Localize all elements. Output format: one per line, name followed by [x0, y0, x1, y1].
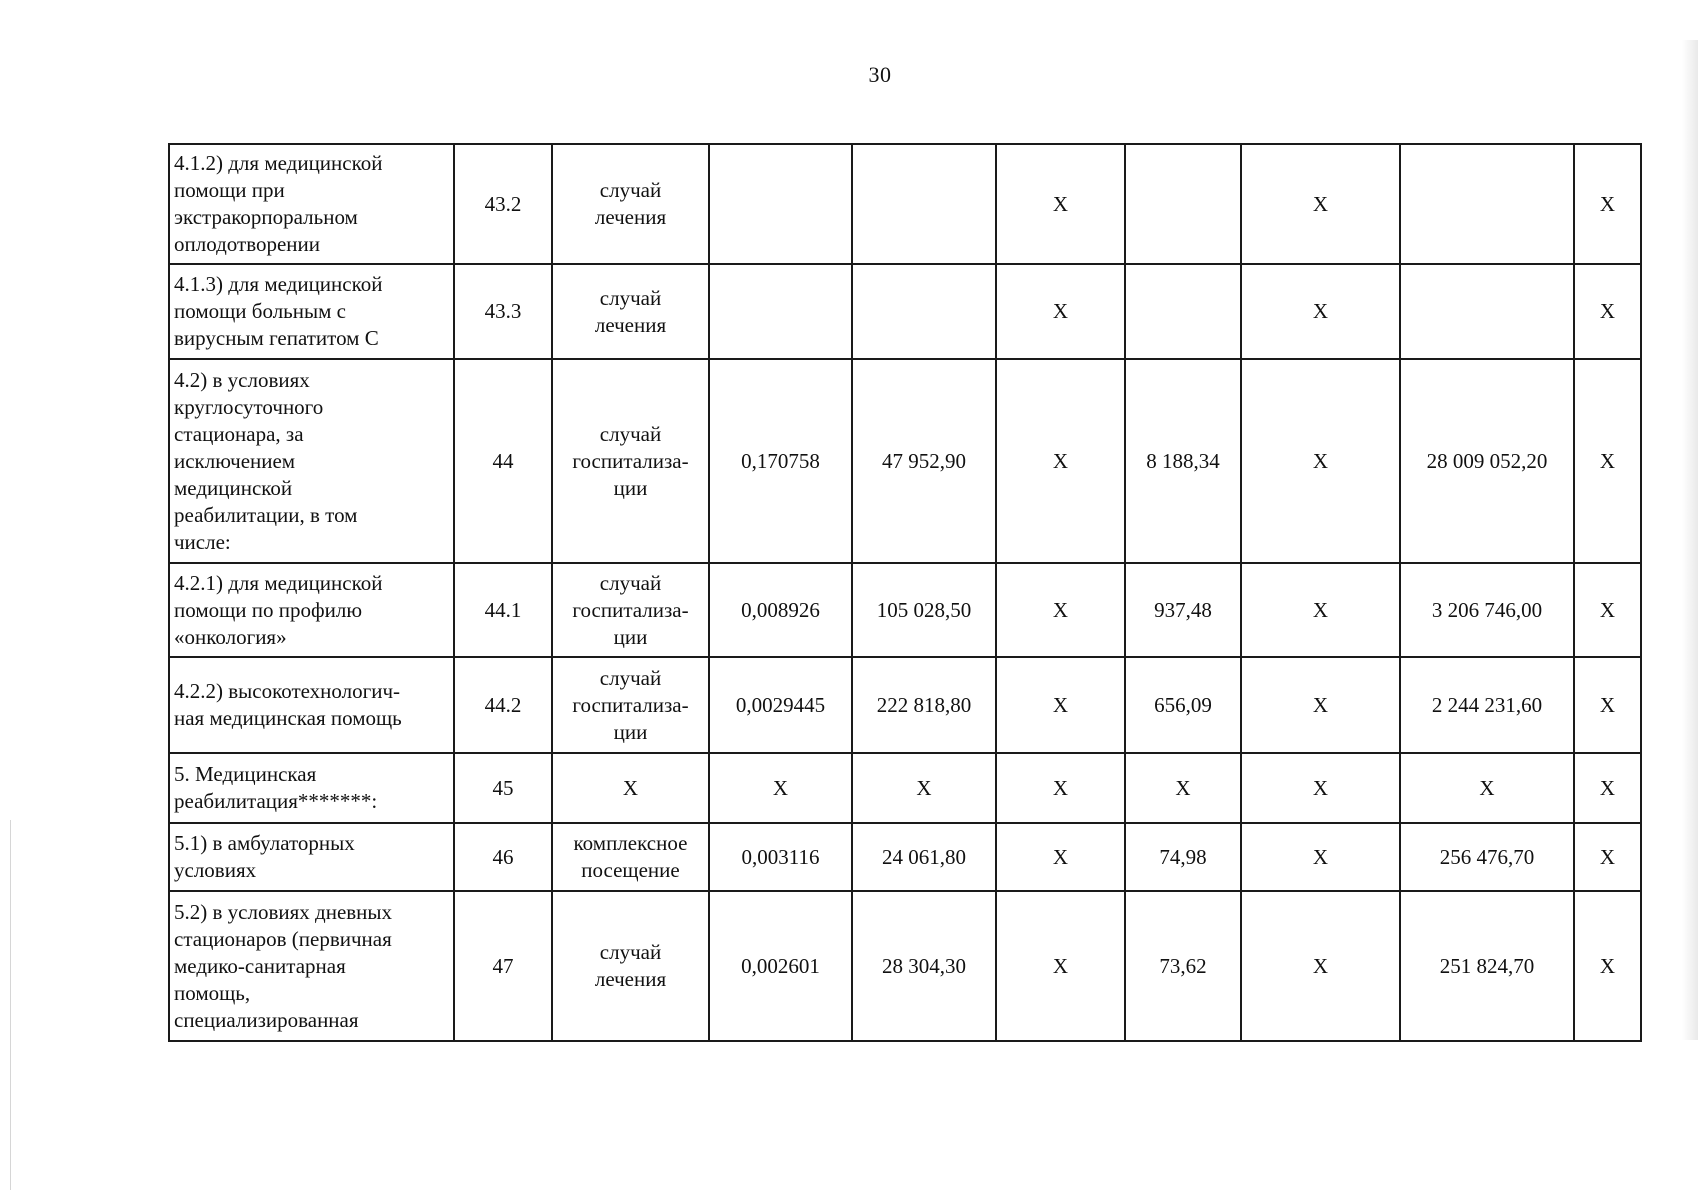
- unit-cell: [552, 359, 709, 563]
- cost-budget-value: X: [1312, 953, 1329, 978]
- row-name-line: 5.2) в условиях дневных: [174, 899, 393, 924]
- norm-cost-value: X: [916, 775, 932, 800]
- percent-value: X: [1599, 844, 1616, 869]
- unit-line: ции: [613, 475, 648, 500]
- per-capita-oms-cell: [1125, 144, 1241, 264]
- page-number: 30: [868, 62, 892, 87]
- unit-cell: [552, 144, 709, 264]
- percent-value: X: [1599, 953, 1616, 978]
- percent-value: X: [1599, 448, 1616, 473]
- norm-cost-value: 28 304,30: [882, 953, 966, 978]
- per-capita-oms-cell: [1125, 264, 1241, 359]
- cost-oms-cell: [1400, 891, 1574, 1041]
- norm-cost-cell: [852, 657, 996, 753]
- unit-line: случай: [599, 285, 662, 310]
- row-name-line: специализированная: [174, 1007, 359, 1032]
- row-name-cell: [169, 753, 454, 823]
- row-name-line: экстракорпоральном: [174, 205, 358, 229]
- row-name-line: 4.2.1) для медицинской: [174, 570, 383, 595]
- row-name-line: 4.2) в условиях: [174, 367, 310, 392]
- percent-value: X: [1599, 299, 1616, 323]
- row-name-line: 5.1) в амбулаторных: [174, 831, 355, 855]
- cost-budget-cell: [1241, 657, 1400, 753]
- norm-volume-cell: [709, 359, 852, 563]
- line-number-cell: [454, 264, 552, 359]
- cost-oms-value: X: [1479, 775, 1495, 800]
- line-number-value: 47: [492, 953, 514, 978]
- percent-cell: [1574, 264, 1641, 359]
- cost-budget-value: X: [1312, 775, 1329, 800]
- norm-volume-value: X: [772, 775, 789, 800]
- norm-volume-cell: [709, 144, 852, 264]
- norm-cost-cell: [852, 563, 996, 657]
- line-number-cell: [454, 753, 552, 823]
- row-name-line: круглосуточного: [174, 394, 324, 419]
- line-number-cell: [454, 144, 552, 264]
- norm-volume-value: 0,0029445: [735, 692, 826, 717]
- unit-line: случай: [599, 421, 662, 446]
- percent-value: X: [1599, 191, 1616, 216]
- line-number-value: 44.1: [484, 597, 522, 622]
- row-name-line: 4.1.3) для медицинской: [174, 272, 383, 296]
- scan-edge-line: [10, 820, 11, 1190]
- row-name-line: медико-санитарная: [174, 953, 346, 978]
- per-capita-budget-cell: [996, 144, 1125, 264]
- table-row: [169, 753, 1641, 823]
- percent-value: X: [1599, 692, 1616, 717]
- unit-line: госпитализа-: [572, 597, 689, 622]
- row-name-line: помощь,: [174, 980, 251, 1005]
- norm-cost-cell: [852, 891, 996, 1041]
- row-name-cell: [169, 144, 454, 264]
- row-name-line: стационара, за: [174, 421, 304, 446]
- per-capita-budget-cell: [996, 657, 1125, 753]
- cost-oms-cell: [1400, 264, 1574, 359]
- line-number-cell: [454, 891, 552, 1041]
- cost-budget-value: X: [1312, 191, 1329, 216]
- norm-cost-cell: [852, 359, 996, 563]
- norm-cost-value: 222 818,80: [876, 692, 972, 717]
- cost-oms-cell: [1400, 753, 1574, 823]
- row-name-line: 5. Медицинская: [174, 762, 317, 786]
- norm-cost-cell: [852, 264, 996, 359]
- table-row: [169, 359, 1641, 563]
- norm-volume-value: 0,008926: [741, 597, 820, 622]
- unit-line: ции: [613, 624, 648, 649]
- per-capita-oms-value: 73,62: [1159, 953, 1207, 978]
- per-capita-budget-cell: [996, 823, 1125, 891]
- per-capita-budget-value: X: [1052, 191, 1069, 216]
- percent-cell: [1574, 359, 1641, 563]
- line-number-value: 44: [492, 448, 514, 473]
- unit-cell: [552, 657, 709, 753]
- row-name-line: 4.1.2) для медицинской: [174, 151, 383, 175]
- percent-cell: [1574, 144, 1641, 264]
- per-capita-budget-value: X: [1052, 299, 1069, 323]
- per-capita-oms-cell: [1125, 891, 1241, 1041]
- percent-cell: [1574, 753, 1641, 823]
- cost-oms-value: 28 009 052,20: [1426, 448, 1548, 473]
- table-row: [169, 891, 1641, 1041]
- norm-volume-cell: [709, 563, 852, 657]
- norm-volume-value: 0,002601: [741, 953, 820, 978]
- unit-line: случай: [599, 178, 662, 202]
- cost-budget-value: X: [1312, 597, 1329, 622]
- row-name-cell: [169, 264, 454, 359]
- per-capita-budget-cell: [996, 891, 1125, 1041]
- norm-volume-value: 0,003116: [741, 844, 820, 869]
- norm-volume-value: 0,170758: [741, 448, 820, 473]
- row-name-line: вирусным гепатитом С: [174, 326, 379, 350]
- per-capita-oms-value: 74,98: [1159, 844, 1207, 869]
- unit-line: случай: [599, 570, 662, 595]
- table-row: [169, 823, 1641, 891]
- table-row: [169, 144, 1641, 264]
- norm-cost-cell: [852, 753, 996, 823]
- cost-budget-cell: [1241, 823, 1400, 891]
- cost-budget-cell: [1241, 359, 1400, 563]
- norm-volume-cell: [709, 823, 852, 891]
- unit-cell: [552, 823, 709, 891]
- table-body: [169, 144, 1641, 1041]
- norm-cost-value: 47 952,90: [882, 448, 966, 473]
- row-name-line: ная медицинская помощь: [174, 706, 402, 730]
- row-name-line: условиях: [174, 858, 257, 882]
- unit-line: ции: [613, 719, 648, 744]
- row-name-line: помощи по профилю: [174, 597, 363, 622]
- per-capita-budget-cell: [996, 359, 1125, 563]
- cost-oms-value: 3 206 746,00: [1431, 597, 1543, 622]
- line-number-value: 44.2: [484, 692, 522, 717]
- row-name-line: помощи при: [174, 178, 285, 202]
- per-capita-budget-value: X: [1052, 448, 1069, 473]
- unit-cell: [552, 891, 709, 1041]
- row-name-line: медицинской: [174, 475, 293, 500]
- unit-line: лечения: [594, 967, 667, 991]
- norm-volume-cell: [709, 753, 852, 823]
- per-capita-budget-value: X: [1052, 597, 1069, 622]
- unit-line: лечения: [594, 205, 667, 229]
- medical-norms-table: [168, 143, 1642, 1042]
- norm-cost-cell: [852, 144, 996, 264]
- cost-oms-cell: [1400, 563, 1574, 657]
- cost-budget-cell: [1241, 753, 1400, 823]
- percent-value: X: [1599, 775, 1616, 800]
- percent-value: X: [1599, 597, 1616, 622]
- cost-budget-value: X: [1312, 692, 1329, 717]
- norm-volume-cell: [709, 891, 852, 1041]
- per-capita-budget-cell: [996, 753, 1125, 823]
- line-number-value: 43.3: [484, 299, 522, 323]
- scan-edge-shadow: [1682, 40, 1698, 1040]
- row-name-line: 4.2.2) высокотехнологич-: [174, 679, 401, 703]
- line-number-cell: [454, 563, 552, 657]
- norm-cost-value: 24 061,80: [882, 844, 966, 869]
- line-number-cell: [454, 823, 552, 891]
- per-capita-oms-cell: [1125, 359, 1241, 563]
- row-name-cell: [169, 359, 454, 563]
- row-name-line: реабилитации, в том: [174, 502, 358, 527]
- per-capita-oms-cell: [1125, 563, 1241, 657]
- table-row: [169, 264, 1641, 359]
- per-capita-oms-cell: [1125, 657, 1241, 753]
- line-number-cell: [454, 657, 552, 753]
- per-capita-budget-value: X: [1052, 844, 1069, 869]
- norm-cost-cell: [852, 823, 996, 891]
- per-capita-budget-cell: [996, 264, 1125, 359]
- line-number-value: 45: [492, 775, 514, 800]
- table-row: [169, 563, 1641, 657]
- row-name-cell: [169, 657, 454, 753]
- percent-cell: [1574, 563, 1641, 657]
- unit-cell: [552, 264, 709, 359]
- row-name-cell: [169, 823, 454, 891]
- cost-oms-value: 256 476,70: [1439, 844, 1535, 869]
- per-capita-budget-cell: [996, 563, 1125, 657]
- per-capita-oms-cell: [1125, 823, 1241, 891]
- cost-budget-cell: [1241, 891, 1400, 1041]
- cost-budget-cell: [1241, 144, 1400, 264]
- cost-oms-value: 251 824,70: [1439, 953, 1535, 978]
- percent-cell: [1574, 823, 1641, 891]
- row-name-cell: [169, 891, 454, 1041]
- cost-oms-cell: [1400, 657, 1574, 753]
- cost-budget-cell: [1241, 264, 1400, 359]
- table-row: [169, 657, 1641, 753]
- unit-line: X: [622, 775, 639, 800]
- unit-line: госпитализа-: [572, 448, 689, 473]
- line-number-value: 46: [492, 844, 514, 869]
- percent-cell: [1574, 891, 1641, 1041]
- cost-oms-cell: [1400, 823, 1574, 891]
- per-capita-budget-value: X: [1052, 953, 1069, 978]
- row-name-line: исключением: [174, 448, 296, 473]
- unit-line: случай: [599, 940, 662, 964]
- cost-budget-value: X: [1312, 299, 1329, 323]
- unit-line: лечения: [594, 312, 667, 337]
- line-number-cell: [454, 359, 552, 563]
- cost-budget-value: X: [1312, 448, 1329, 473]
- norm-volume-cell: [709, 657, 852, 753]
- per-capita-oms-value: 656,09: [1154, 692, 1212, 717]
- row-name-line: «онкология»: [174, 624, 287, 649]
- unit-cell: [552, 563, 709, 657]
- unit-line: посещение: [581, 858, 680, 882]
- per-capita-oms-value: X: [1175, 775, 1191, 800]
- per-capita-oms-cell: [1125, 753, 1241, 823]
- unit-line: госпитализа-: [572, 692, 689, 717]
- norm-cost-value: 105 028,50: [876, 597, 972, 622]
- row-name-line: стационаров (первичная: [174, 926, 392, 951]
- unit-cell: [552, 753, 709, 823]
- cost-budget-cell: [1241, 563, 1400, 657]
- norm-volume-cell: [709, 264, 852, 359]
- percent-cell: [1574, 657, 1641, 753]
- row-name-line: оплодотворении: [174, 232, 321, 256]
- unit-line: комплексное: [573, 831, 688, 855]
- row-name-line: помощи больным с: [174, 299, 346, 323]
- cost-oms-value: 2 244 231,60: [1431, 692, 1543, 717]
- cost-oms-cell: [1400, 359, 1574, 563]
- row-name-line: числе:: [174, 529, 231, 554]
- row-name-line: реабилитация*******:: [174, 789, 378, 813]
- row-name-cell: [169, 563, 454, 657]
- line-number-value: 43.2: [484, 191, 522, 216]
- cost-budget-value: X: [1312, 844, 1329, 869]
- per-capita-oms-value: 8 188,34: [1146, 448, 1220, 473]
- per-capita-budget-value: X: [1052, 775, 1069, 800]
- unit-line: случай: [599, 665, 662, 690]
- per-capita-oms-value: 937,48: [1154, 597, 1212, 622]
- cost-oms-cell: [1400, 144, 1574, 264]
- per-capita-budget-value: X: [1052, 692, 1069, 717]
